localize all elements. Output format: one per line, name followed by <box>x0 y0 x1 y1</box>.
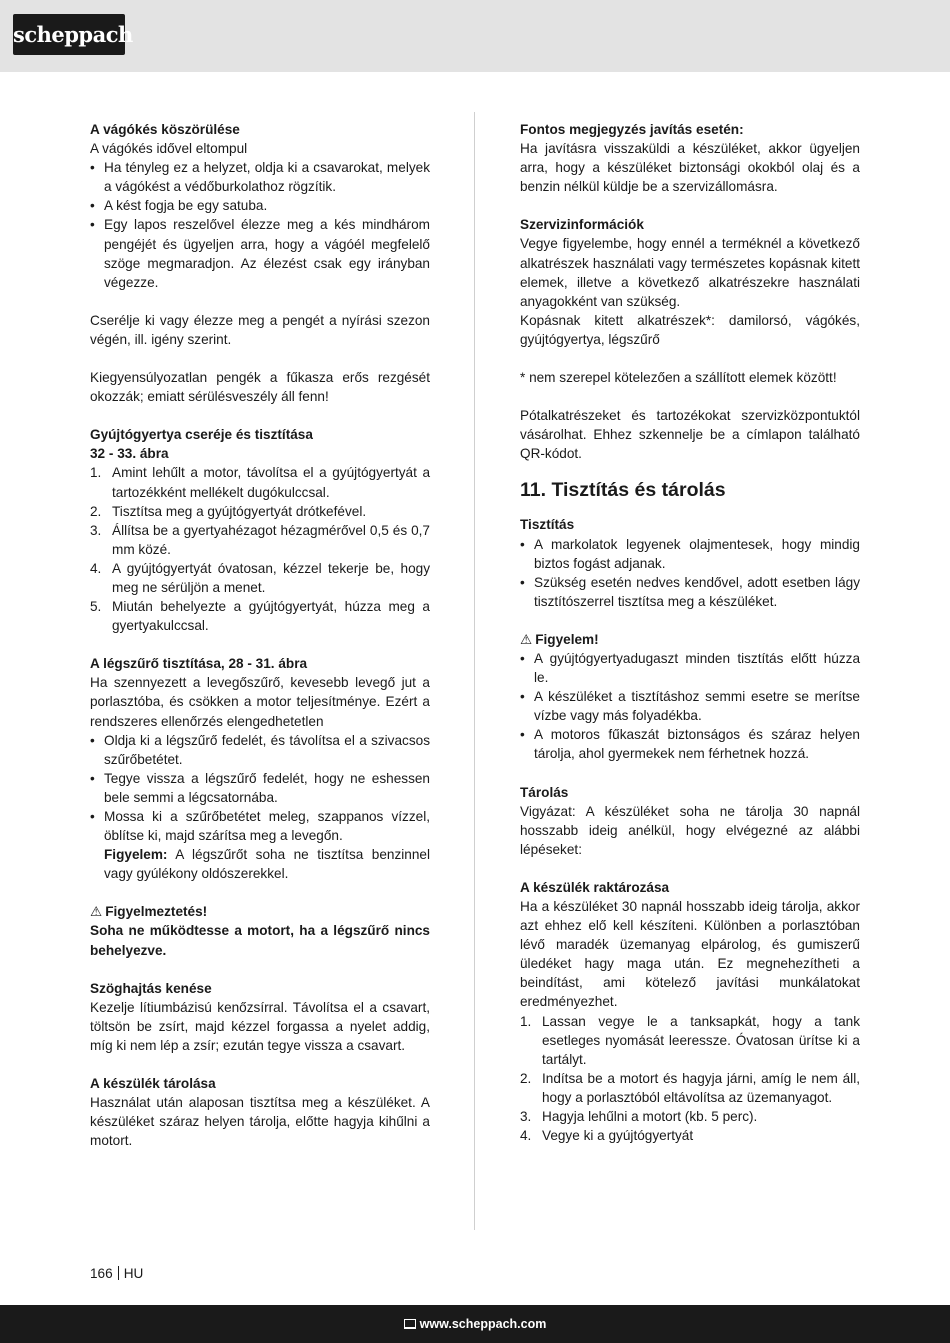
bullet-list <box>90 158 430 292</box>
paragraph: Pótalkatrészeket és tartozékokat szervizközpontuktól vásárolhat. Ehhez szkennelje be a címlapon található QR-kódot. <box>520 408 860 462</box>
warning-heading: ⚠ Figyelmeztetés! <box>90 902 430 921</box>
list-item: 1. Lassan vegye le a tanksapkát, hogy a tank esetleges nyomását leeressze. Óvatosan ürítse ki a tartályt. <box>520 1013 860 1067</box>
section-heading: Fontos megjegyzés javítás esetén: <box>520 122 744 137</box>
paragraph: Kiegyensúlyozatlan pengék a fűkasza erős rezgését okozzák; emiatt sérülésveszély áll fenn! <box>90 370 430 405</box>
list-item: • Oldja ki a légszűrő fedelét, és távolítsa el a szivacsos szűrőbetétet. <box>90 731 430 769</box>
page-number: 166 HU <box>90 1266 144 1281</box>
numbered-list <box>520 1012 860 1146</box>
section-heading: Szöghajtás kenése <box>90 980 212 996</box>
list-item: • A készüléket a tisztításhoz semmi esetre se merítse vízbe vagy más folyadékba. <box>520 687 860 725</box>
warning-heading: ⚠ Figyelem! <box>520 630 860 649</box>
list-item: • Ha tényleg ez a helyzet, oldja ki a csavarokat, melyek a vágókést a védőburkolathoz rögzítik. <box>90 158 430 196</box>
list-item: • A motoros fűkaszát biztonságos és száraz helyen tárolja, ahol gyermekek nem férhetnek hozzá. <box>520 725 860 763</box>
warning-icon: ⚠ <box>520 631 533 647</box>
paragraph: Cserélje ki vagy élezze meg a pengét a nyírási szezon végén, ill. igény szerint. <box>90 312 430 347</box>
list-item: 3. Hagyja lehűlni a motort (kb. 5 perc). <box>520 1109 758 1125</box>
bullet-list <box>520 535 860 611</box>
list-item: • Szükség esetén nedves kendővel, adott esetben lágy tisztítószerrel tisztítsa meg a készüléket. <box>520 573 860 611</box>
list-item: • Mossa ki a szűrőbetétet meleg, szappanos vízzel, öblítse ki, majd szárítsa meg a levegőn. <box>90 807 430 845</box>
list-item: 2. Indítsa be a motort és hagyja járni, amíg le nem áll, hogy a porlasztóból eltávolítsa az üzemanyagot. <box>520 1070 860 1105</box>
paragraph: A vágókés idővel eltompul <box>90 141 248 157</box>
warning-icon: ⚠ <box>90 904 103 920</box>
website-link[interactable]: www.scheppach.com <box>0 1316 950 1332</box>
list-item: 4. Vegye ki a gyújtógyertyát <box>520 1128 694 1144</box>
section-heading: A készülék tárolása <box>90 1076 216 1092</box>
paragraph: Használat után alaposan tisztítsa meg a készüléket. A készüléket száraz helyen tárolja, előtte hagyja kihűlni a motort. <box>90 1095 430 1149</box>
section-heading: Tisztítás <box>520 517 575 533</box>
figure-reference: 32 - 33. ábra <box>90 446 169 462</box>
section-heading: Tárolás <box>520 784 569 800</box>
column-divider <box>474 112 475 1230</box>
list-item: • A kést fogja be egy satuba. <box>90 196 430 215</box>
paragraph: Vegye figyelembe, hogy ennél a terméknél a következő alkatrészek használati vagy természetes kopásnak kitett elemek, illetve a következő alkatrészekre használati anyagokként van szükség. <box>520 236 860 309</box>
warning-text: Soha ne működtesse a motort, ha a légszűrő nincs behelyezve. <box>90 923 430 958</box>
monitor-icon <box>404 1319 416 1329</box>
section-heading: A légszűrő tisztítása, 28 - 31. ábra <box>90 656 308 672</box>
footer-bar <box>0 1305 950 1343</box>
section-heading: A vágókés köszörülése <box>90 122 240 137</box>
list-item: • A markolatok legyenek olajmentesek, hogy mindig biztos fogást adjanak. <box>520 535 860 573</box>
bullet-list <box>90 731 430 846</box>
list-item: 5. Miután behelyezte a gyújtógyertyát, húzza meg a gyertyakulccsal. <box>90 599 430 634</box>
paragraph: Kopásnak kitett alkatrészek*: damilorsó, vágókés, gyújtógyertya, légszűrő <box>520 312 860 347</box>
paragraph: Ha javításra visszaküldi a készüléket, akkor ügyeljen arra, hogy a készüléket biztonsági okokból olaj és a benzin nélkül küldje be a szervizállomásra. <box>520 141 860 195</box>
paragraph: Ha szennyezett a levegőszűrő, kevesebb levegő jut a porlasztóba, és csökken a motor teljesítménye. Ezért a rendszeres ellenőrzés elengedhetetlen <box>90 675 430 729</box>
chapter-title: 11. Tisztítás és tárolás <box>520 479 726 502</box>
attention-note: Figyelem: A légszűrőt soha ne tisztítsa benzinnel vagy gyúlékony oldószerekkel. <box>104 847 430 882</box>
section-heading: Szervizinformációk <box>520 217 644 233</box>
paragraph: Ha a készüléket 30 napnál hosszabb ideig tárolja, akkor azt ehhez elő kell készíteni. Különben a porlasztóban lévő maradék üzemanyag elpárolog, és gumiszerű üledéket hagy maga után. Ez megnehezítheti a beindítást, ami kötelező javítási munkálatokat eredményezhet. <box>520 899 860 1010</box>
numbered-list <box>90 463 430 635</box>
list-item: • Tegye vissza a légszűrő fedelét, hogy ne eshessen bele semmi a légcsatornába. <box>90 769 430 807</box>
section-heading: A készülék raktározása <box>520 879 670 895</box>
list-item: • A gyújtógyertyadugaszt minden tisztítás előtt húzza le. <box>520 649 860 687</box>
left-column <box>90 120 430 1150</box>
paragraph: Vigyázat: A készüléket soha ne tárolja 30 napnál hosszabb ideig anélkül, hogy elvégezné az alábbi lépéseket: <box>520 803 860 857</box>
list-item: 1. Amint lehűlt a motor, távolítsa el a gyújtógyertyát a tartozékként mellékelt dugókulccsal. <box>90 465 430 500</box>
scheppach-logo: scheppach <box>13 14 125 55</box>
paragraph: Kezelje lítiumbázisú kenőzsírral. Távolítsa el a csavart, töltsön be zsírt, majd kézzel forgassa a nyelet addig, míg ki nem lép a zsír; ezután tegye vissza a csavart. <box>90 999 430 1053</box>
bullet-list <box>520 649 860 764</box>
list-item: 2. Tisztítsa meg a gyújtógyertyát drótkefével. <box>90 503 367 519</box>
list-item: 4. A gyújtógyertyát óvatosan, kézzel tekerje be, hogy meg ne sérüljön a menet. <box>90 560 430 595</box>
list-item: 3. Állítsa be a gyertyahézagot hézagmérővel 0,5 és 0,7 mm közé. <box>90 522 430 557</box>
list-item: • Egy lapos reszelővel élezze meg a kés mindhárom pengéjét és ügyeljen arra, hogy a vágóél megfelelő szöge megmaradjon. Az élezést csak egy irányban végezze. <box>90 215 430 291</box>
right-column <box>520 120 860 1145</box>
section-heading: Gyújtógyertya cseréje és tisztítása <box>90 427 313 443</box>
header-bar <box>0 0 950 72</box>
footnote: * nem szerepel kötelezően a szállított elemek között! <box>520 370 837 386</box>
